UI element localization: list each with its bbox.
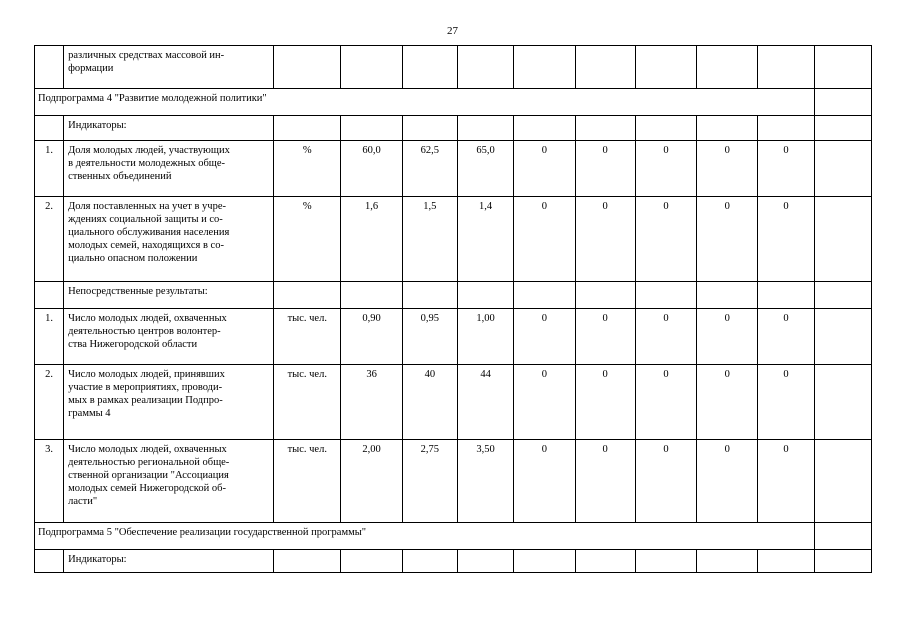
value-cell	[814, 440, 871, 523]
value-cell: 3,50	[457, 440, 513, 523]
value-cell: 0	[758, 197, 814, 282]
value-cell	[575, 46, 635, 89]
value-cell	[514, 282, 575, 309]
indicator-name-cell: Индикаторы:	[64, 550, 274, 573]
value-cell: 40	[402, 365, 457, 440]
value-cell: 65,0	[457, 141, 513, 197]
indicator-name-cell: Доля молодых людей, участвующих в деятельности молодежных обще- ственных объединений	[64, 141, 274, 197]
value-cell	[814, 141, 871, 197]
value-cell: 0	[635, 141, 696, 197]
value-cell: 0,95	[402, 309, 457, 365]
value-cell	[758, 116, 814, 141]
row-number-cell: 2.	[35, 365, 64, 440]
empty-cell	[814, 89, 871, 116]
value-cell: 1,00	[457, 309, 513, 365]
value-cell: 1,6	[341, 197, 402, 282]
table-row	[35, 550, 872, 573]
value-cell	[514, 550, 575, 573]
table-body	[35, 46, 872, 573]
value-cell: 0	[514, 309, 575, 365]
value-cell: 0	[635, 309, 696, 365]
value-cell	[575, 550, 635, 573]
value-cell	[635, 550, 696, 573]
value-cell: 44	[457, 365, 513, 440]
row-number-cell: 3.	[35, 440, 64, 523]
unit-cell: тыс. чел.	[274, 440, 341, 523]
value-cell	[758, 46, 814, 89]
value-cell	[457, 282, 513, 309]
value-cell: 0	[575, 440, 635, 523]
value-cell: 0	[758, 141, 814, 197]
value-cell: 0	[575, 141, 635, 197]
row-number-cell	[35, 116, 64, 141]
value-cell	[341, 116, 402, 141]
row-number-cell: 1.	[35, 141, 64, 197]
value-cell	[814, 116, 871, 141]
unit-cell: тыс. чел.	[274, 365, 341, 440]
row-number-cell: 2.	[35, 197, 64, 282]
table-row	[35, 440, 872, 523]
value-cell	[635, 282, 696, 309]
section-row	[35, 523, 872, 550]
value-cell: 0	[758, 309, 814, 365]
table-row	[35, 197, 872, 282]
row-number-cell	[35, 550, 64, 573]
value-cell	[814, 550, 871, 573]
value-cell	[814, 309, 871, 365]
value-cell: 2,00	[341, 440, 402, 523]
indicators-table	[34, 45, 872, 573]
value-cell	[457, 550, 513, 573]
unit-cell: %	[274, 197, 341, 282]
value-cell	[697, 282, 758, 309]
value-cell	[514, 46, 575, 89]
value-cell: 60,0	[341, 141, 402, 197]
value-cell	[758, 282, 814, 309]
value-cell	[697, 550, 758, 573]
section-title: Подпрограмма 5 "Обеспечение реализации государственной программы"	[35, 523, 815, 550]
value-cell	[402, 282, 457, 309]
value-cell: 62,5	[402, 141, 457, 197]
page-number: 27	[447, 25, 458, 37]
indicator-name-cell: Доля поставленных на учет в учре- ждениях социальной защиты и со- циального обслуживания населения молодых семей, находящихся в со- циально опасном положении	[64, 197, 274, 282]
value-cell: 0	[697, 365, 758, 440]
section-row	[35, 89, 872, 116]
value-cell	[814, 197, 871, 282]
value-cell: 0	[697, 309, 758, 365]
value-cell	[402, 46, 457, 89]
value-cell: 0	[758, 365, 814, 440]
value-cell	[402, 116, 457, 141]
row-number-cell: 1.	[35, 309, 64, 365]
value-cell	[457, 116, 513, 141]
value-cell: 0	[514, 141, 575, 197]
unit-cell: %	[274, 141, 341, 197]
unit-cell	[274, 46, 341, 89]
indicator-name-cell: Непосредственные результаты:	[64, 282, 274, 309]
value-cell	[697, 46, 758, 89]
value-cell: 0,90	[341, 309, 402, 365]
value-cell: 0	[635, 365, 696, 440]
value-cell: 0	[514, 365, 575, 440]
value-cell: 0	[635, 440, 696, 523]
value-cell	[758, 550, 814, 573]
value-cell	[575, 116, 635, 141]
value-cell: 0	[575, 365, 635, 440]
section-title: Подпрограмма 4 "Развитие молодежной политики"	[35, 89, 815, 116]
value-cell: 0	[697, 141, 758, 197]
unit-cell	[274, 116, 341, 141]
indicator-name-cell: различных средствах массовой ин- формации	[64, 46, 274, 89]
value-cell: 0	[635, 197, 696, 282]
row-number-cell	[35, 282, 64, 309]
row-number-cell	[35, 46, 64, 89]
value-cell: 0	[514, 197, 575, 282]
table-row	[35, 282, 872, 309]
table-row	[35, 141, 872, 197]
value-cell	[814, 365, 871, 440]
value-cell	[457, 46, 513, 89]
value-cell: 1,4	[457, 197, 513, 282]
value-cell	[697, 116, 758, 141]
indicator-name-cell: Число молодых людей, охваченных деятельностью центров волонтер- ства Нижегородской области	[64, 309, 274, 365]
value-cell: 1,5	[402, 197, 457, 282]
table-row	[35, 365, 872, 440]
value-cell: 0	[758, 440, 814, 523]
value-cell	[635, 116, 696, 141]
value-cell: 0	[514, 440, 575, 523]
table-row	[35, 116, 872, 141]
unit-cell	[274, 550, 341, 573]
value-cell	[402, 550, 457, 573]
indicator-name-cell: Индикаторы:	[64, 116, 274, 141]
value-cell: 0	[697, 440, 758, 523]
value-cell: 36	[341, 365, 402, 440]
unit-cell	[274, 282, 341, 309]
value-cell: 2,75	[402, 440, 457, 523]
value-cell	[341, 282, 402, 309]
empty-cell	[814, 523, 871, 550]
indicator-name-cell: Число молодых людей, принявших участие в мероприятиях, проводи- мых в рамках реализации Подпро- граммы 4	[64, 365, 274, 440]
value-cell: 0	[697, 197, 758, 282]
value-cell	[575, 282, 635, 309]
value-cell	[814, 282, 871, 309]
value-cell	[341, 550, 402, 573]
value-cell	[814, 46, 871, 89]
value-cell: 0	[575, 309, 635, 365]
table-row	[35, 46, 872, 89]
value-cell	[514, 116, 575, 141]
unit-cell: тыс. чел.	[274, 309, 341, 365]
value-cell	[635, 46, 696, 89]
value-cell	[341, 46, 402, 89]
indicator-name-cell: Число молодых людей, охваченных деятельностью региональной обще- ственной организации "Ассоциация молодых семей Нижегородской об- ласти"	[64, 440, 274, 523]
value-cell: 0	[575, 197, 635, 282]
table-row	[35, 309, 872, 365]
